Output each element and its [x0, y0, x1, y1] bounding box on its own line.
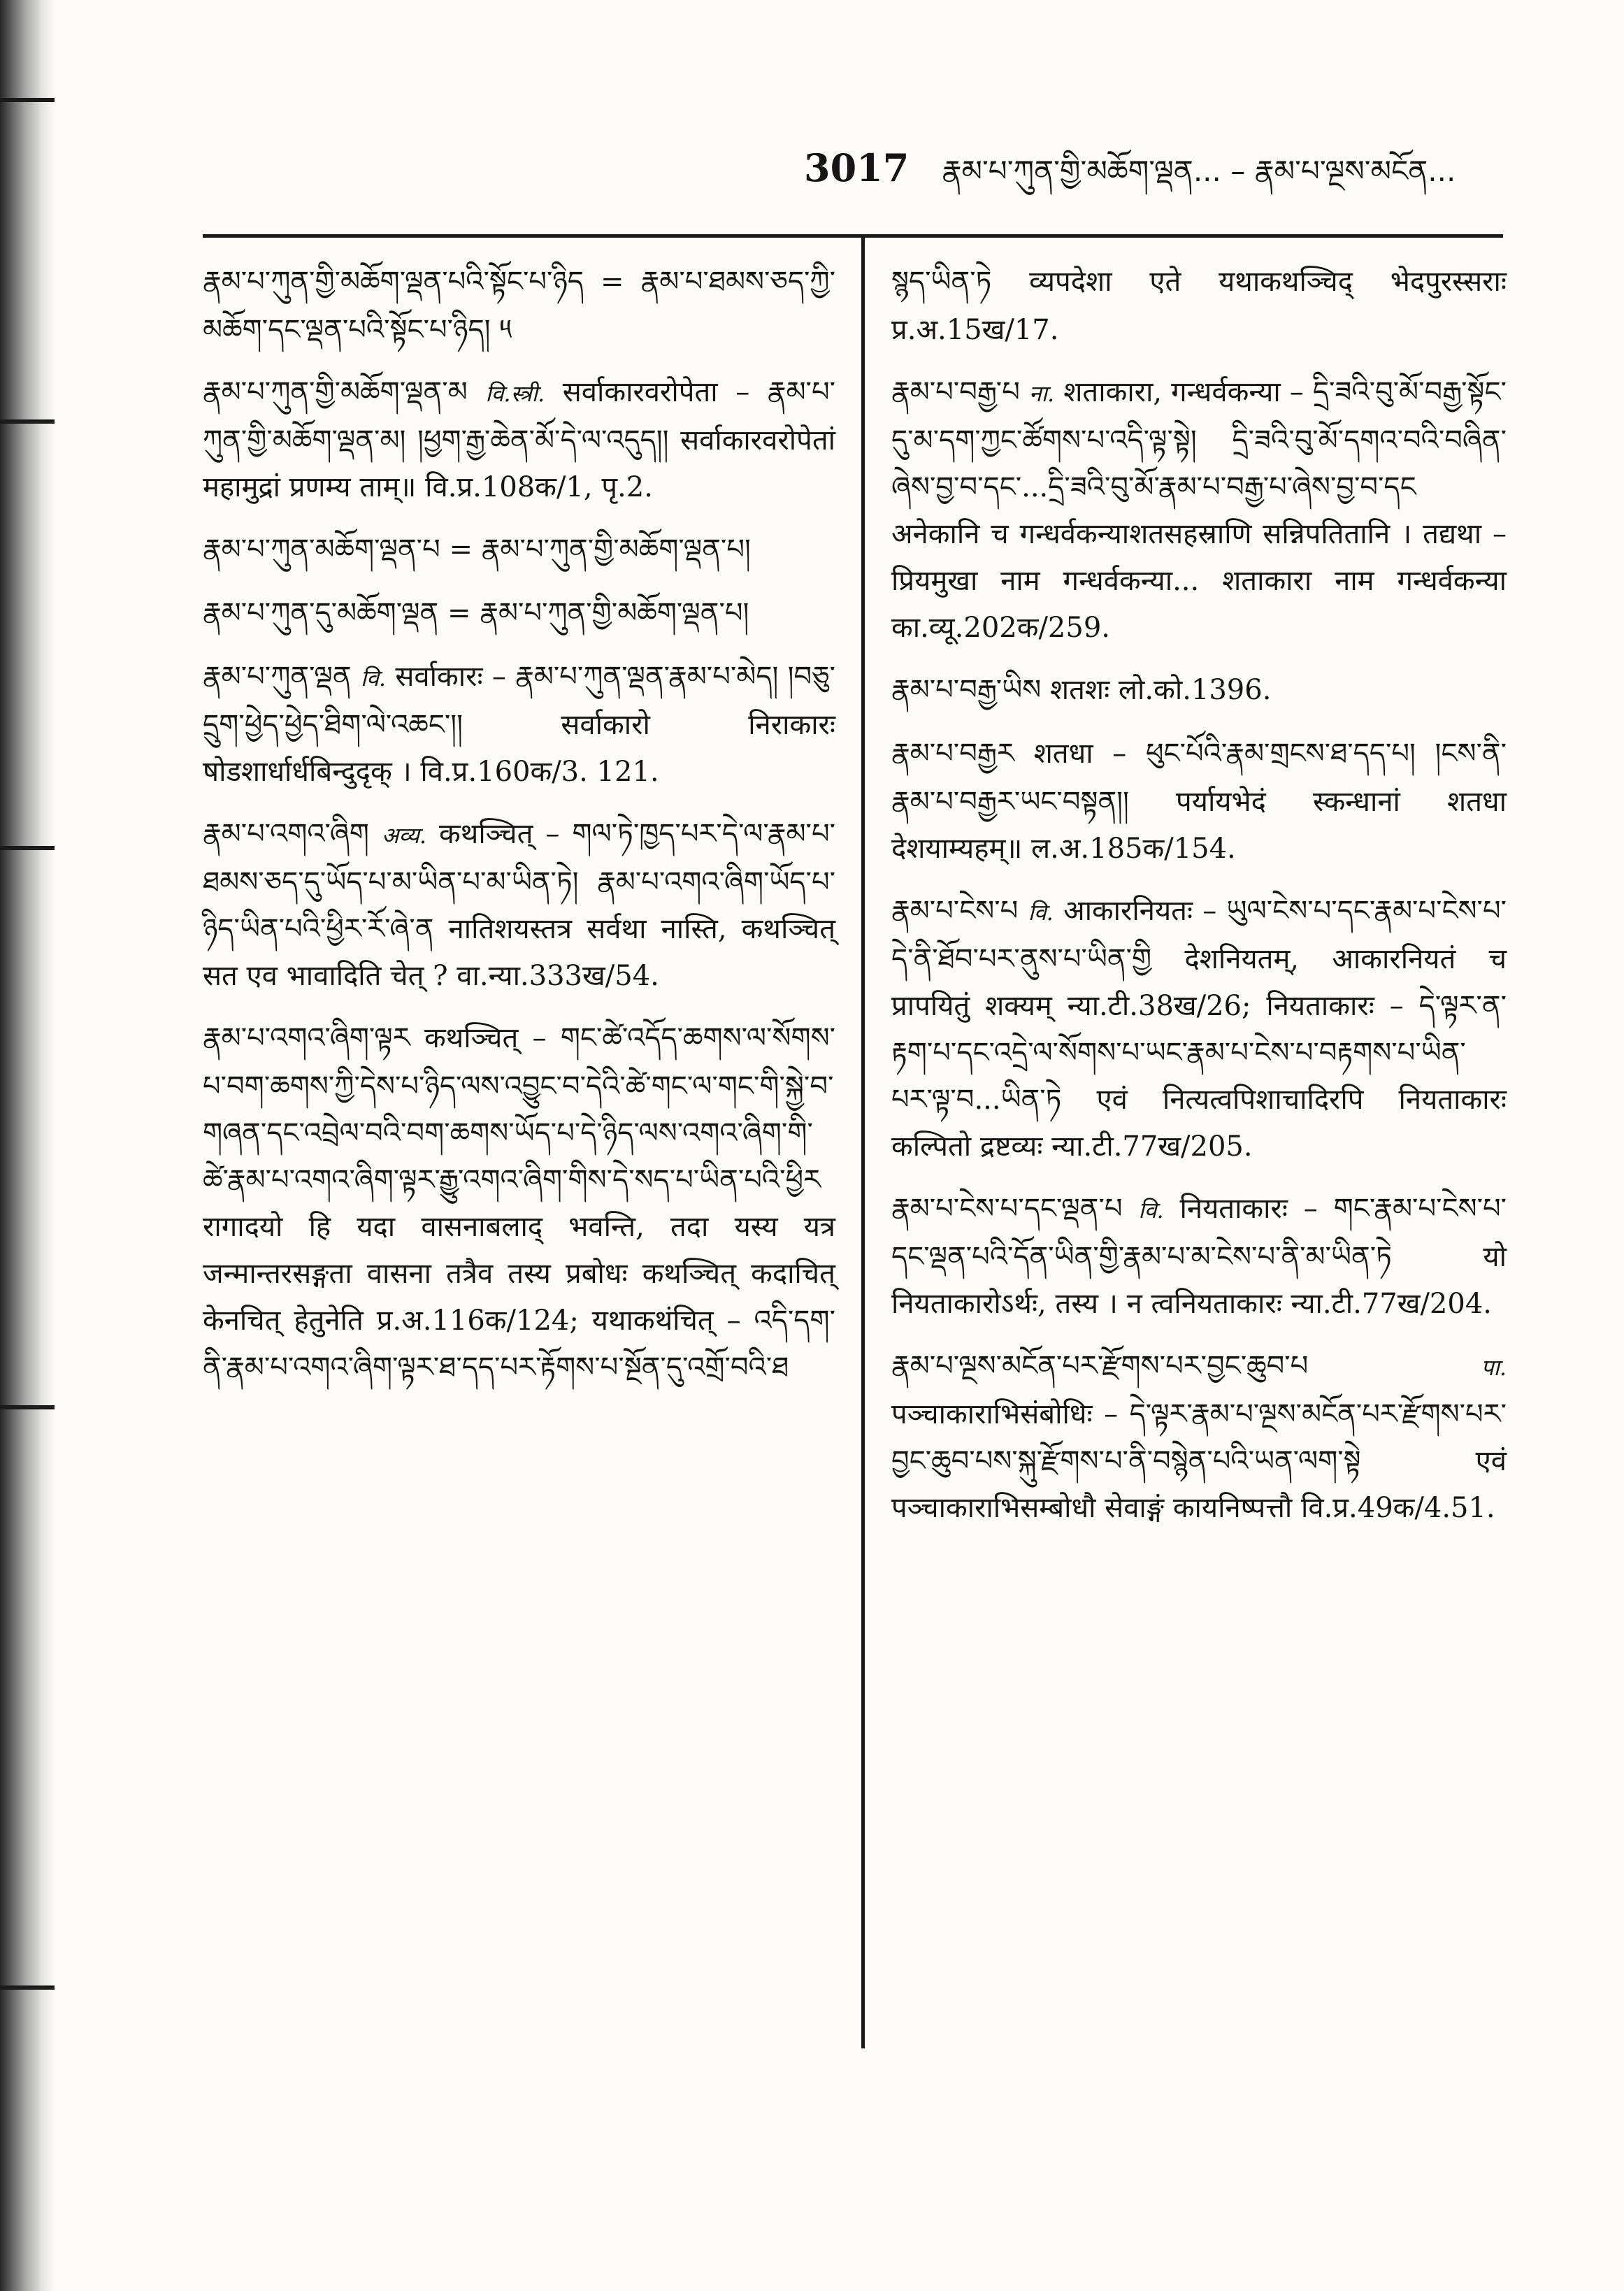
dictionary-entry: [891, 888, 1507, 1170]
entry-text: शताकारा, गन्धर्वकन्या – དྲི་ཟའི་བུ་མོ་བརྒྱ་སྟོང་དུ་མ་དག་ཀྱང་ཚོགས་པ་འདི་ལྟ་སྟེ། དྲི་ཟའི་བུ་མོ་དགའ་བའི་བཞིན་ཞེས་བྱ་བ་དང་...དྲི་ཟའི་བུ་མོ་རྣམ་པ་བརྒྱ་པ་ཞེས་བྱ་བ་དང अनेकानि च गन्धर्वकन्याशतसहस्राणि सन्निपतितानि । तद्यथा – प्रियमुखा नाम गन्धर्वकन्या... शताकारा नाम गन्धर्वकन्या का.व्यू.202क/259.: [891, 376, 1507, 644]
dictionary-entry: [891, 1186, 1507, 1328]
dictionary-entry: [203, 369, 835, 511]
dictionary-entry: [891, 667, 1507, 715]
dictionary-entry: [891, 731, 1507, 872]
entry-text: = རྣམ་པ་ཐམས་ཅད་ཀྱི་མཆོག་དང་ལྡན་པའི་སྟོང་པ་ཉིད། ༥: [203, 266, 835, 346]
entry-grammar: वि.: [360, 665, 387, 691]
entry-text: कथञ्चित् – གང་ཚེ་འདོད་ཆགས་ལ་སོགས་པ་བག་ཆགས་ཀྱི་དེས་པ་ཉིད་ལས་འབྱུང་བ་དེའི་ཚེ་གང་ལ་གང་གི་སྐྱེ་བ་གཞན་དང་འབྲེལ་བའི་བག་ཆགས་ཡོད་པ་དེ་ཉིད་ལས་འགའ་ཞིག་གི་ཚེ་རྣམ་པ་འགའ་ཞིག་ལྟར་རྒྱུ་འགའ་ཞིག་གིས་དེ་སད་པ་ཡིན་པའི་ཕྱིར रागादयो हि यदा वासनाबलाद् भवन्ति, तदा यस्य यत्र जन्मान्तरसङ्गता वासना तत्रैव तस्य प्रबोधः कथञ्चित् कदाचित् केनचित् हेतुनेति प्र.अ.116क/124; यथाकथंचित् – འདི་དག་ནི་རྣམ་པ་འགའ་ཞིག་ལྟར་ཐ་དད་པར་རྟོགས་པ་སྔོན་དུ་འགྲོ་བའི་ཐ: [203, 1022, 836, 1384]
entry-headword: རྣམ་པ་ངེས་པ: [891, 895, 1019, 927]
running-head: རྣམ་པ་ཀུན་གྱི་མཆོག་ལྡན... – རྣམ་པ་ལྔས་མངོན...: [942, 154, 1456, 188]
entry-grammar: पा.: [1481, 1354, 1507, 1381]
entry-headword: རྣམ་པ་འགའ་ཞིག: [203, 818, 369, 850]
entry-text: सर्वाकारः – རྣམ་པ་ཀུན་ལྡན་རྣམ་པ་མེད། །བཅུ་དྲུག་ཕྱེད་ཕྱེད་ཐིག་ལེ་འཆང་།། सर्वाकारो निराकारः षोडशार्धार्धबिन्दुदृक् । वि.प्र.160क/3. 121.: [203, 661, 836, 788]
entry-grammar: वि.: [1138, 1197, 1164, 1223]
entry-text: पञ्चाकाराभिसंबोधिः – དེ་ལྟར་རྣམ་པ་ལྔས་མངོན་པར་རྫོགས་པར་བྱང་ཆུབ་པས་སྐུ་རྫོགས་པ་ནི་བསྙེན་པའི་ཡན་ལག་སྟེ एवं पञ्चाकाराभिसम्बोधौ सेवाङ्गं कायनिष्पत्तौ वि.प्र.49क/4.51.: [891, 1398, 1507, 1524]
dictionary-entry: [203, 590, 835, 638]
right-column: [891, 259, 1507, 1547]
left-column: [203, 259, 835, 1407]
page-number: 3017: [804, 145, 910, 190]
dictionary-entry: [203, 1015, 835, 1391]
scan-mark: [0, 1985, 55, 1990]
entry-headword: རྣམ་པ་ཀུན་གྱི་མཆོག་ལྡན་པའི་སྟོང་པ་ཉིད: [203, 266, 584, 298]
entry-headword: རྣམ་པ་ལྔས་མངོན་པར་རྫོགས་པར་བྱང་ཆུབ་པ: [891, 1350, 1309, 1382]
entry-grammar: वि.: [1028, 899, 1054, 926]
scan-mark: [0, 846, 55, 850]
dictionary-entry: [203, 259, 835, 354]
entry-grammar: ना.: [1028, 380, 1055, 407]
scan-mark: [0, 98, 55, 102]
entry-text: = རྣམ་པ་ཀུན་གྱི་མཆོག་ལྡན་པ།: [449, 533, 751, 566]
entry-headword: རྣམ་པ་བརྒྱ་ཡིས: [891, 674, 1042, 706]
scan-edge: [0, 0, 55, 2291]
entry-headword: རྣམ་པ་བརྒྱར: [891, 738, 1014, 770]
entry-headword: རྣམ་པ་བརྒྱ་པ: [891, 376, 1020, 408]
entry-grammar: वि.स्त्री.: [485, 380, 545, 407]
entry-text: སྙད་ཡིན་ཏེ व्यपदेशा एते यथाकथञ्चिद् भेदपुरस्सराः प्र.अ.15ख/17.: [891, 266, 1507, 346]
entry-text: शतधा – ཕུང་པོའི་རྣམ་གྲངས་ཐ་དད་པ། །ངས་ནི་རྣམ་པ་བརྒྱར་ཡང་བསྟན།། पर्यायभेदं स्कन्धानां शतधा देशयाम्यहम्॥ ल.अ.185क/154.: [891, 738, 1507, 865]
entry-text: सर्वाकारवरोपेता – རྣམ་པ་ཀུན་གྱི་མཆོག་ལྡན་མ། །ཕྱག་རྒྱ་ཆེན་མོ་དེ་ལ་འདུད།། सर्वाकारवरोपेतां महामुद्रां प्रणम्य ताम्॥ वि.प्र.108क/1, पृ.2.: [203, 376, 835, 503]
dictionary-entry: [891, 1343, 1507, 1532]
entry-headword: རྣམ་པ་ཀུན་གྱི་མཆོག་ལྡན་མ: [203, 376, 468, 408]
entry-text: आकारनियतः – ཡུལ་ངེས་པ་དང་རྣམ་པ་ངེས་པ་དེ་ནི་ཐོབ་པར་ནུས་པ་ཡིན་གྱི देशनियतम्, आकारनियतं च प्रापयितुं शक्यम् न्या.टी.38ख/26; नियताकारः – དེ་ལྟར་ན་རྟག་པ་དང་འདྲེ་ལ་སོགས་པ་ཡང་རྣམ་པ་ངེས་པ་བརྟགས་པ་ཡིན་པར་ལྟ་བ...ཡིན་ཏེ एवं नित्यत्वपिशाचादिरपि नियताकारः कल्पितो द्रष्टव्यः न्या.टी.77ख/205.: [891, 895, 1507, 1163]
entry-text: शतशः लो.को.1396.: [1049, 674, 1272, 706]
column-rule: [861, 238, 865, 2048]
header-rule: [203, 234, 1503, 238]
entry-text: कथञ्चित् – གལ་ཏེ་ཁྱད་པར་དེ་ལ་རྣམ་པ་ཐམས་ཅད་དུ་ཡོད་པ་མ་ཡིན་པ་མ་ཡིན་ཏེ། རྣམ་པ་འགའ་ཞིག་ཡོད་པ་ཉིད་ཡིན་པའི་ཕྱིར་རོ་ཞེ་ན नातिशयस्तत्र सर्वथा नास्ति, कथञ्चित् सत एव भावादिति चेत् ? वा.न्या.333ख/54.: [203, 818, 835, 992]
entry-headword: རྣམ་པ་ཀུན་དུ་མཆོག་ལྡན: [203, 597, 439, 629]
dictionary-entry: [891, 259, 1507, 354]
scan-mark: [0, 1405, 55, 1409]
entry-headword: རྣམ་པ་ཀུན་ལྡན: [203, 661, 352, 693]
dictionary-entry: [203, 526, 835, 575]
entry-grammar: अव्य.: [381, 822, 427, 849]
dictionary-entry: [203, 811, 835, 1000]
scan-mark: [0, 419, 55, 424]
entry-text: नियताकारः – གང་རྣམ་པ་ངེས་པ་དང་ལྡན་པའི་དོན་ཡིན་གྱི་རྣམ་པ་མ་ངེས་པ་ནི་མ་ཡིན་ཏེ यो नियताकारोऽर्थः, तस्य । न त्वनियताकारः न्या.टी.77ख/204.: [891, 1193, 1507, 1320]
entry-text: = རྣམ་པ་ཀུན་གྱི་མཆོག་ལྡན་པ།: [447, 597, 749, 629]
entry-headword: རྣམ་པ་འགའ་ཞིག་ལྟར: [203, 1022, 410, 1054]
entry-headword: རྣམ་པ་ཀུན་མཆོག་ལྡན་པ: [203, 533, 440, 566]
entry-headword: རྣམ་པ་ངེས་པ་དང་ལྡན་པ: [891, 1193, 1123, 1225]
dictionary-entry: [203, 654, 835, 796]
dictionary-entry: [891, 369, 1507, 652]
page-header: [804, 136, 1503, 199]
